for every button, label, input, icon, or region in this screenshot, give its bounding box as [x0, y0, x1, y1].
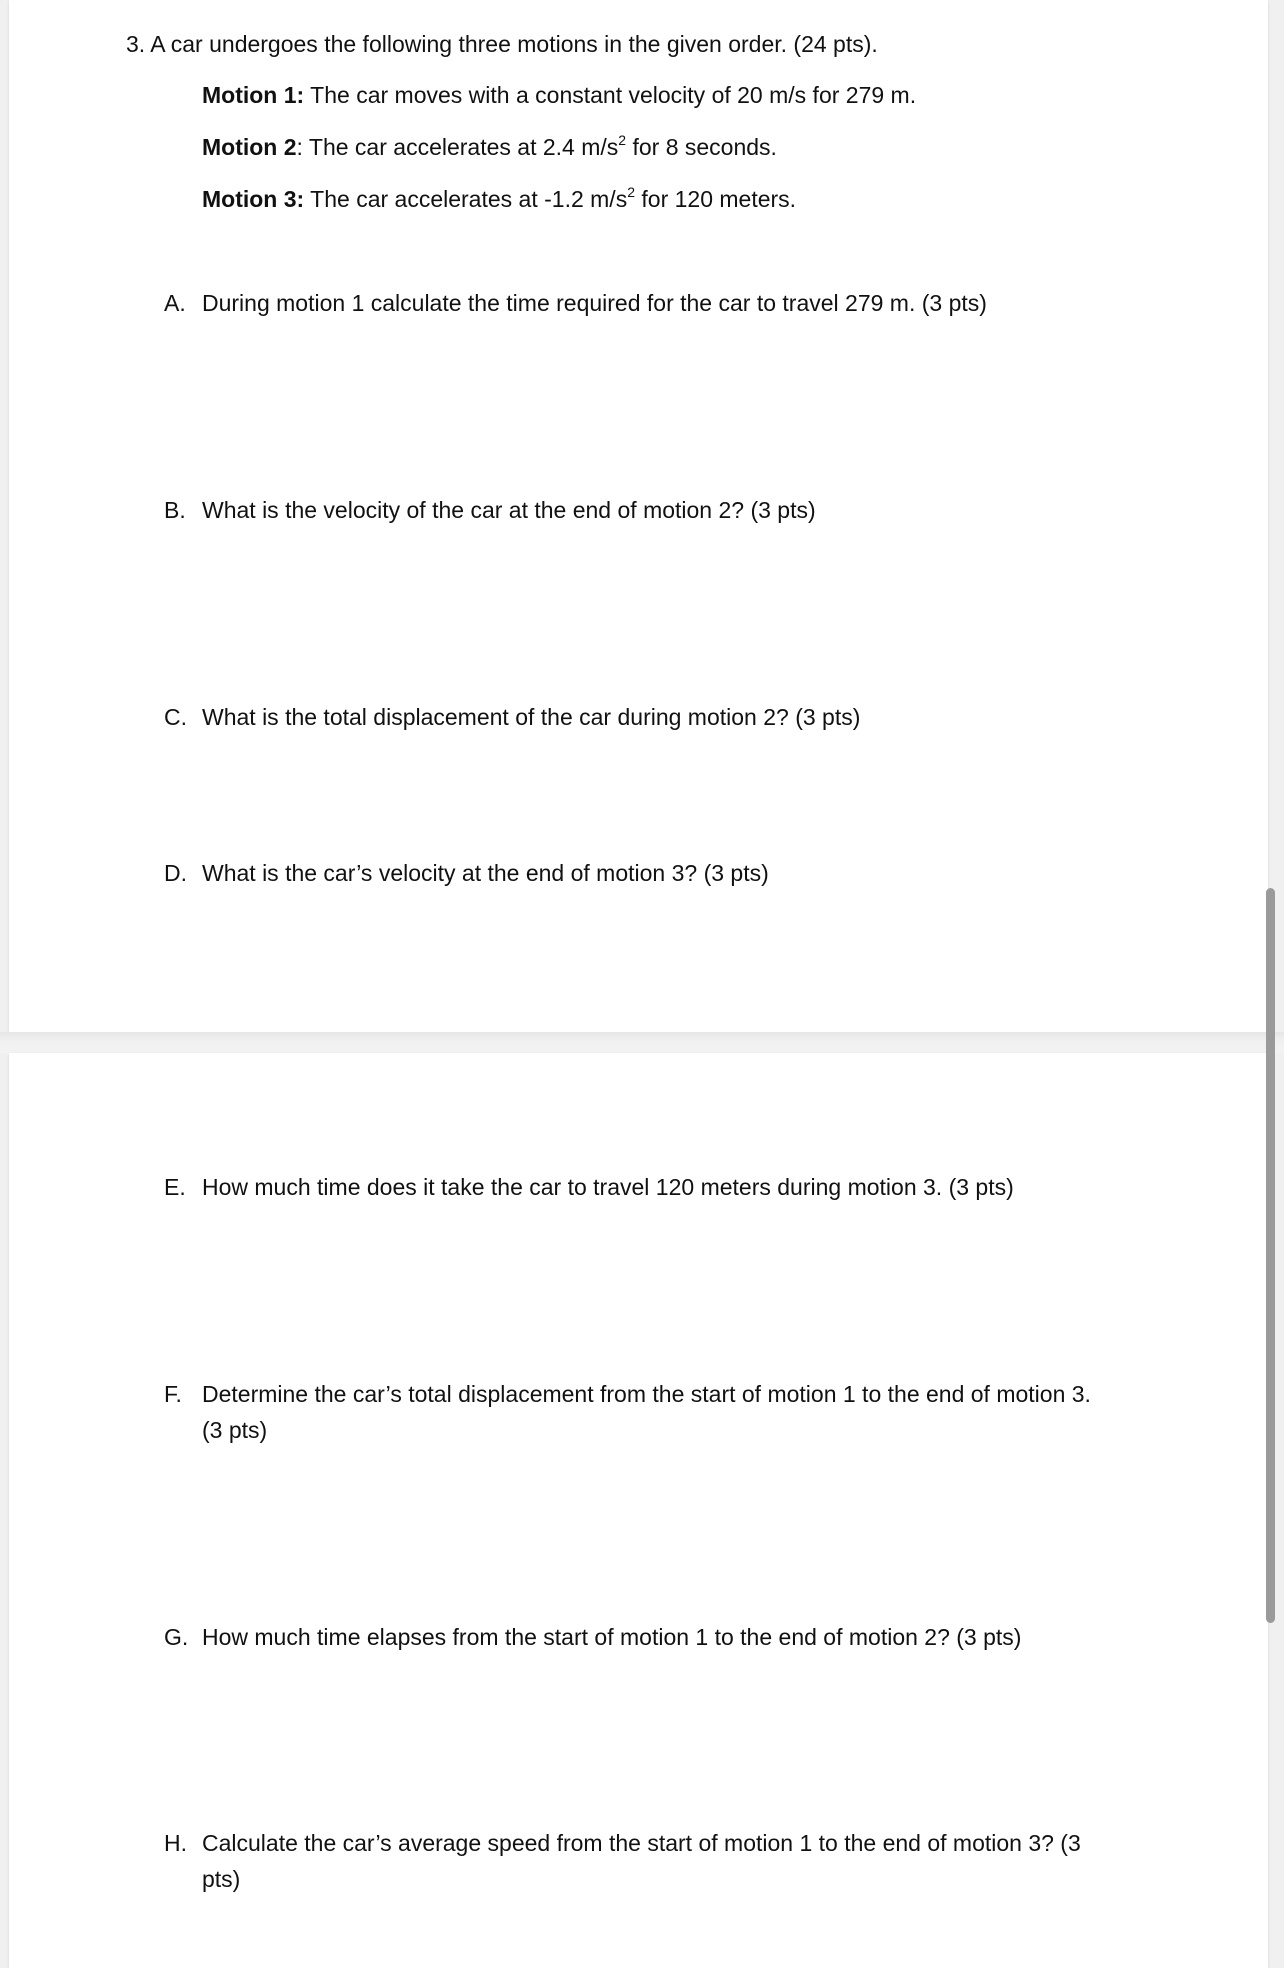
question-e-letter: E.: [164, 1174, 186, 1200]
question-d-letter: D.: [164, 860, 187, 886]
question-g-letter: G.: [164, 1624, 189, 1650]
question-b-letter: B.: [164, 497, 186, 523]
question-c-text: What is the total displacement of the car during motion 2? (3 pts): [202, 704, 861, 730]
motion-1-text: The car moves with a constant velocity of 20 m/s for 279 m.: [304, 82, 917, 108]
motion-1-line: [202, 78, 916, 113]
motion-2-text-end: for 8 seconds.: [626, 134, 777, 160]
question-f-letter: F.: [164, 1381, 182, 1407]
vertical-scrollbar-thumb[interactable]: [1266, 888, 1275, 1623]
motion-2-line: [202, 130, 777, 165]
question-h-text-line-1: Calculate the car’s average speed from the start of motion 1 to the end of motion 3? (3: [202, 1830, 1081, 1856]
motion-3-text: The car accelerates at -1.2 m/s: [304, 186, 628, 212]
question-b-text: What is the velocity of the car at the end of motion 2? (3 pts): [202, 497, 816, 523]
question-e-text: How much time does it take the car to travel 120 meters during motion 3. (3 pts): [202, 1174, 1014, 1200]
question-f-text-line-2: (3 pts): [202, 1417, 268, 1443]
motion-2-exponent: 2: [618, 132, 627, 149]
question-c-letter: C.: [164, 704, 187, 730]
motion-3-text-end: for 120 meters.: [635, 186, 797, 212]
motion-2-label: Motion 2: [202, 134, 297, 160]
question-a-letter: A.: [164, 290, 186, 316]
motion-3-exponent: 2: [627, 184, 635, 201]
question-a-text: During motion 1 calculate the time required for the car to travel 279 m. (3 pts): [202, 290, 987, 316]
question-g-text: How much time elapses from the start of motion 1 to the end of motion 2? (3 pts): [202, 1624, 1022, 1650]
page-separator: [0, 1032, 1284, 1053]
question-f-text-line-1: Determine the car’s total displacement from the start of motion 1 to the end of motion 3.: [202, 1381, 1091, 1407]
motion-1-label: Motion 1:: [202, 82, 305, 108]
motion-3-line: [202, 182, 796, 217]
question-h-letter: H.: [164, 1830, 187, 1856]
motion-3-label: Motion 3:: [202, 186, 305, 212]
question-h-text-line-2: pts): [202, 1866, 241, 1892]
question-d-text: What is the car’s velocity at the end of motion 3? (3 pts): [202, 860, 769, 886]
problem-heading: 3. A car undergoes the following three motions in the given order. (24 pts).: [126, 31, 878, 57]
motion-2-text: : The car accelerates at 2.4 m/s: [296, 134, 619, 160]
